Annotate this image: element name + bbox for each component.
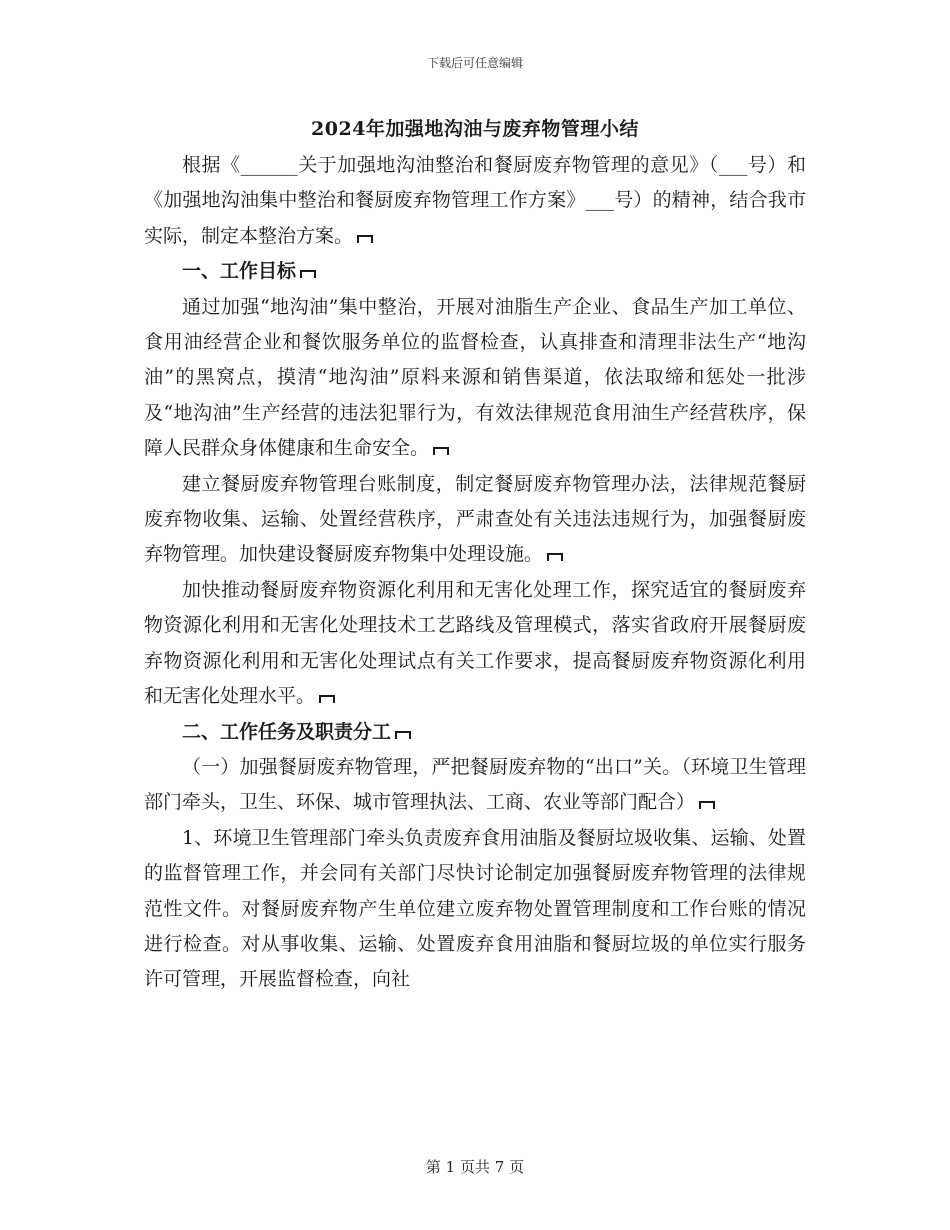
page-header-note: 下载后可任意编辑 bbox=[426, 56, 523, 70]
paragraph-text: 建立餐厨废弃物管理台账制度，制定餐厨废弃物管理办法，法律规范餐厨废弃物收集、运输、处置经营秩序，严肃查处有关违法违规行为，加强餐厨废弃物管理。加快建设餐厨废弃物集中处理设施。 bbox=[144, 472, 806, 566]
document-body bbox=[144, 148, 806, 998]
paragraph-mark-icon bbox=[433, 447, 449, 457]
paragraph-mark-icon bbox=[547, 553, 563, 563]
section-heading-tasks bbox=[144, 715, 806, 750]
document-title: 2024年加强地沟油与废弃物管理小结 bbox=[311, 118, 639, 140]
page-footer-number: 第 1 页共 7 页 bbox=[425, 1158, 525, 1176]
paragraph-text: 通过加强“地沟油”集中整治，开展对油脂生产企业、食品生产加工单位、食用油经营企业和餐饮服务单位的监督检查，认真排查和清理非法生产“地沟油”的黑窝点，摸清“地沟油”原料来源和销售渠道，依法取缔和惩处一批涉及“地沟油”生产经营的违法犯罪行为，有效法律规范食用油生产经营秩序，保障人民群众身体健康和生命安全。 bbox=[144, 295, 806, 460]
paragraph-goal-1 bbox=[144, 290, 806, 467]
section-heading-goals bbox=[144, 254, 806, 289]
paragraph-goal-3 bbox=[144, 573, 806, 715]
heading-text: 一、工作目标 bbox=[182, 260, 297, 283]
paragraph-text: 根据《______关于加强地沟油整治和餐厨废弃物管理的意见》（___号）和《加强地沟油集中整治和餐厨废弃物管理工作方案》___号）的精神，结合我市实际，制定本整治方案。 bbox=[144, 154, 806, 247]
paragraph-mark-icon bbox=[319, 695, 335, 705]
paragraph-goal-2 bbox=[144, 467, 806, 573]
heading-text: 二、工作任务及职责分工 bbox=[182, 720, 392, 743]
paragraph-task-1-item-1 bbox=[144, 821, 806, 998]
paragraph-text: （一）加强餐厨废弃物管理，严把餐厨废弃物的“出口”关。（环境卫生管理部门牵头，卫生、环保、城市管理执法、工商、农业等部门配合） bbox=[144, 755, 806, 814]
paragraph-mark-icon bbox=[357, 235, 373, 245]
paragraph-intro bbox=[144, 148, 806, 254]
paragraph-mark-icon bbox=[300, 270, 316, 280]
paragraph-text: 加快推动餐厨废弃物资源化利用和无害化处理工作，探究适宜的餐厨废弃物资源化利用和无害化处理技术工艺路线及管理模式，落实省政府开展餐厨废弃物资源化利用和无害化处理试点有关工作要求，提高餐厨废弃物资源化利用和无害化处理水平。 bbox=[144, 578, 806, 708]
paragraph-mark-icon bbox=[395, 731, 411, 741]
paragraph-text: 1、环境卫生管理部门牵头负责废弃食用油脂及餐厨垃圾收集、运输、处置的监督管理工作，并会同有关部门尽快讨论制定加强餐厨废弃物管理的法律规范性文件。对餐厨废弃物产生单位建立废弃物处置管理制度和工作台账的情况进行检查。对从事收集、运输、处置废弃食用油脂和餐厨垃圾的单位实行服务许可管理，开展监督检查，向社 bbox=[144, 826, 806, 991]
paragraph-task-1 bbox=[144, 750, 806, 821]
paragraph-mark-icon bbox=[699, 801, 715, 811]
